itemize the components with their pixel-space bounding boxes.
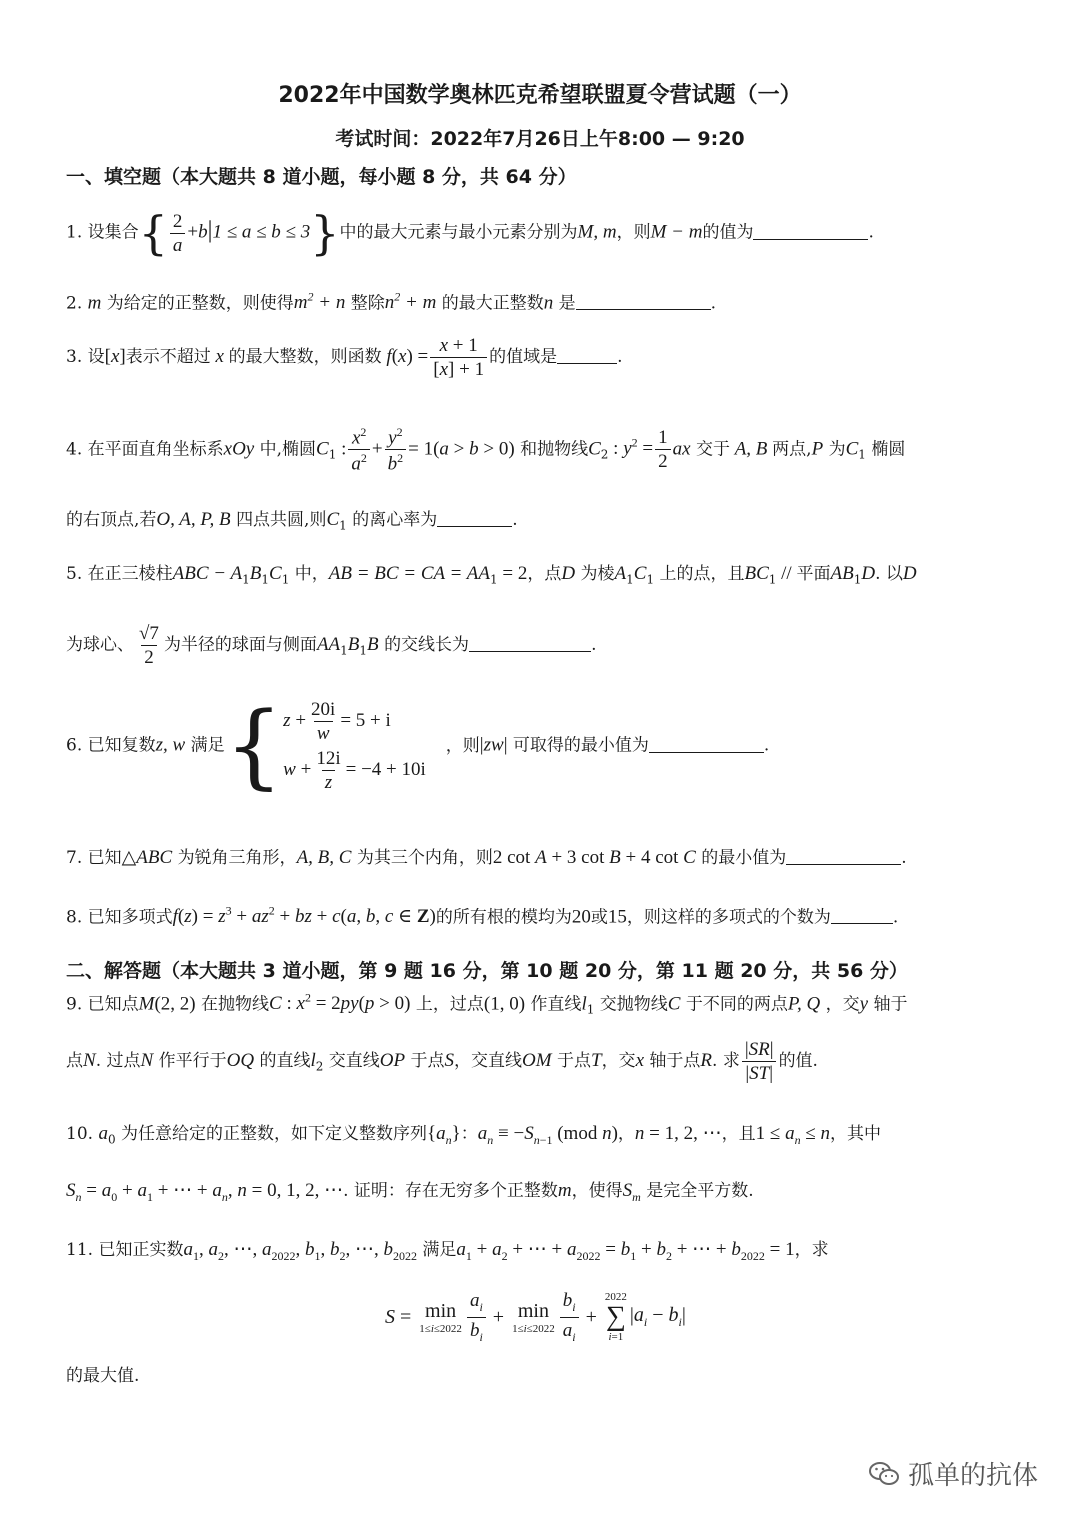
problem-2: 2. m 为给定的正整数，则使得$m^2 + n$ 整除$n^2 + m$ 的最大正整数n 是 .: [66, 290, 717, 314]
problem-1: 1. 设集合{ $\frac{2}{a}$ +b|1 ≤ a ≤ b ≤ 3}中的最大元素与最小元素分别为M, m，则M − m的值为 .: [66, 206, 874, 260]
section-heading-fill-in: 一、填空题（本大题共 8 道小题，每小题 8 分，共 64 分）: [66, 166, 577, 188]
wechat-icon: [868, 1460, 900, 1488]
problem-10: 10. $a_0$ 为任意给定的正整数，如下定义整数序列$\{a_n\}$：$a_n \equiv -S_{n-1}$ (mod n)，n = 1, 2, ⋯，且$1 \le a_n \le n$，其中: [66, 1123, 881, 1147]
watermark-text: 孤单的抗体: [908, 1461, 1039, 1491]
problem-9: 9. 已知点M(2, 2) 在抛物线C : $x^2 = 2py(p > 0)$ 上，过点(1, 0) 作直线$l_1$ 交抛物线C 于不同的两点P, Q ，交y 轴于: [66, 991, 908, 1017]
problem-8: 8. 已知多项式$f(z) = z^3 + az^2$ + bz + c(a, b, c ∈ Z)的所有根的模均为20或15，则这样的多项式的个数为 .: [66, 904, 899, 928]
answer-blank: [469, 635, 591, 652]
problem-4: 4. 在平面直角坐标系xOy 中,椭圆$C_1$ : $\frac{x^2}{a^2}$ + $\frac{y^2}{b^2}$ = 1(a > b > 0) 和抛物线$C_2$ : $y^2$ = $\frac{1}{2}$ ax 交于 A, B 两点,P 为$C_1$ 椭圆: [66, 425, 906, 475]
problem-3: 3. 设[x]表示不超过 x 的最大整数，则函数 f(x) = $\frac{x + 1}{[x] + 1}$ 的值域是 .: [66, 335, 623, 380]
problem-11: 11. 已知正实数$a_1$, $a_2$, ⋯, $a_{2022}$, $b_1$, $b_2$, ⋯, $b_{2022}$ 满足$a_1 + a_2$ + ⋯ + $a_{2022} = b_1 + b_2$ + ⋯ + $b_{2022} = 1$，求: [66, 1239, 829, 1263]
answer-blank: [437, 510, 512, 527]
problem-5-cont: 为球心、 $\frac{√7}{2}$ 为半径的球面与侧面$AA_1B_1B$ 的交线长为 .: [66, 623, 597, 668]
problem-4-cont: 的右顶点,若O, A, P, B 四点共圆,则$C_1$ 的离心率为 .: [66, 509, 518, 533]
problem-11-cont: 的最大值.: [66, 1366, 140, 1386]
answer-blank: [831, 907, 893, 924]
problem-6: 6. 已知复数z, w 满足 { z + $\frac{20i}{w}$ = 5 + i w + $\frac{12i}{z}$ = −4 + 10i ，则|zw| 可取得的最小值为 .: [66, 692, 770, 799]
answer-blank: [557, 347, 617, 364]
page-title: 2022年中国数学奥林匹克希望联盟夏令营试题（一）: [278, 83, 802, 108]
problem-5: 5. 在正三棱柱ABC − $A_1B_1C_1$ 中，AB = BC = CA = $AA_1 = 2$，点D 为棱$A_1C_1$ 上的点，且$BC_1$ // 平面$AB_1D$. 以D: [66, 563, 917, 587]
watermark: [868, 1455, 1038, 1492]
problem-10-cont: $S_n = a_0 + a_1$ + ⋯ + $a_n$, n = 0, 1, 2, ⋯. 证明：存在无穷多个正整数m，使得$S_m$ 是完全平方数.: [66, 1180, 754, 1204]
answer-blank: [576, 293, 711, 310]
answer-blank: [649, 736, 764, 753]
exam-time: 考试时间：2022年7月26日上午8:00 — 9:20: [335, 128, 745, 150]
problem-9-cont: 点N. 过点N 作平行于OQ 的直线$l_2$ 交直线OP 于点S，交直线OM 于点T，交x 轴于点R. 求 $\frac{|SR|}{|ST|}$ 的值.: [66, 1039, 818, 1084]
answer-blank: [753, 223, 868, 240]
answer-blank: [786, 848, 901, 865]
section-heading-solutions: 二、解答题（本大题共 3 道小题，第 9 题 16 分，第 10 题 20 分，第 11 题 20 分，共 56 分）: [66, 960, 908, 982]
problem-11-formula: S = min 1≤i≤2022 $\frac{a_i}{b_i}$ + min 1≤i≤2022 $\frac{b_i}{a_i}$ + 2022 ∑ i=1 $|a_i - b_i|$: [385, 1290, 686, 1344]
problem-7: 7. 已知△ABC 为锐角三角形，A, B, C 为其三个内角，则2 cot A + 3 cot B + 4 cot C 的最小值为 .: [66, 847, 907, 868]
